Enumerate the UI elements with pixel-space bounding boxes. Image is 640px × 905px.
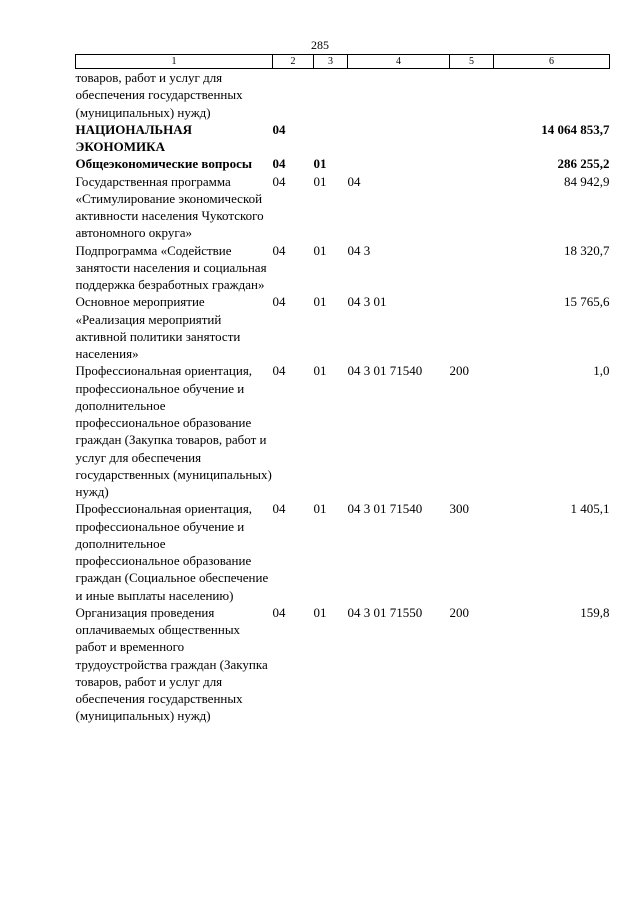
table-row: [76, 362, 610, 500]
row-section: 04: [272, 501, 286, 517]
table-row: [76, 242, 610, 294]
row-name: Профессиональная ориентация, профессиональное обучение и дополнительное профессиональное образование граждан (Социальное обеспечение и иные выплаты населению): [75, 501, 269, 603]
row-amount: 18 320,7: [564, 242, 610, 258]
row-type: [450, 173, 494, 242]
row-type: 200: [449, 363, 469, 379]
row-target: [348, 155, 450, 172]
row-subsection: [314, 121, 348, 156]
row-name: Подпрограмма «Содействие занятости населения и социальная поддержка безработных граждан»: [75, 242, 267, 292]
row-amount: 286 255,2: [557, 156, 610, 172]
row-type: 300: [449, 501, 469, 517]
header-cell-6: 6: [494, 55, 610, 69]
row-target: 04 3 01 71540: [347, 501, 423, 517]
row-type: [450, 293, 494, 362]
table-row: [76, 121, 610, 156]
row-target: 04 3 01 71540: [347, 363, 423, 379]
row-amount: [494, 69, 610, 121]
row-name: товаров, работ и услуг для обеспечения государственных (муниципальных) нужд): [75, 70, 243, 120]
row-target: 04 3 01: [347, 294, 387, 310]
row-name: Общеэкономические вопросы: [75, 156, 252, 172]
header-cell-4: 4: [348, 55, 450, 69]
row-name: Основное мероприятие «Реализация мероприятий активной политики занятости населения»: [75, 294, 241, 361]
row-subsection: 01: [313, 294, 327, 310]
row-amount: 15 765,6: [564, 294, 610, 310]
row-subsection: 01: [313, 173, 327, 189]
row-amount: 1,0: [593, 363, 610, 379]
row-type: [450, 155, 494, 172]
row-type: [450, 69, 494, 121]
row-name: НАЦИОНАЛЬНАЯ ЭКОНОМИКА: [75, 121, 193, 154]
row-section: 04: [272, 294, 286, 310]
row-amount: 84 942,9: [564, 173, 610, 189]
table-body: [76, 69, 610, 725]
row-target: [348, 69, 450, 121]
row-type: [450, 242, 494, 294]
row-subsection: 01: [313, 242, 327, 258]
row-section: 04: [272, 173, 286, 189]
row-type: 200: [449, 604, 469, 620]
table-header-row: [76, 55, 610, 69]
row-subsection: 01: [313, 604, 327, 620]
table-row: [76, 173, 610, 242]
row-name: Профессиональная ориентация, профессиональное обучение и дополнительное профессиональное образование граждан (Закупка товаров, работ и услуг для обеспечения государственных (муниципальных) нужд): [75, 363, 272, 499]
budget-table: [75, 54, 610, 725]
header-cell-1: 1: [76, 55, 273, 69]
table-row: [76, 500, 610, 604]
row-subsection: 01: [313, 501, 327, 517]
row-target: 04 3 01 71550: [347, 604, 423, 620]
row-amount: 159,8: [580, 604, 610, 620]
row-target: 04: [347, 173, 361, 189]
row-name: Организация проведения оплачиваемых общественных работ и временного трудоустройства граждан (Закупка товаров, работ и услуг для обеспечения государственных (муниципальных) нужд): [75, 604, 268, 724]
row-section: 04: [272, 156, 286, 172]
table-row: [76, 155, 610, 172]
row-subsection: 01: [313, 363, 327, 379]
page-number: 285: [311, 38, 329, 52]
row-section: 04: [272, 242, 286, 258]
row-target: [348, 121, 450, 156]
row-section: 04: [272, 121, 286, 137]
header-cell-2: 2: [273, 55, 314, 69]
row-type: [450, 121, 494, 156]
row-section: 04: [272, 363, 286, 379]
row-amount: 14 064 853,7: [541, 121, 610, 137]
row-section: [273, 69, 314, 121]
row-subsection: [314, 69, 348, 121]
row-amount: 1 405,1: [570, 501, 610, 517]
header-cell-3: 3: [314, 55, 348, 69]
row-subsection: 01: [313, 156, 327, 172]
table-row: [76, 604, 610, 725]
table-row: [76, 293, 610, 362]
row-name: Государственная программа «Стимулирование экономической активности населения Чукотского автономного округа»: [75, 173, 264, 241]
row-target: 04 3: [347, 242, 371, 258]
row-section: 04: [272, 604, 286, 620]
header-cell-5: 5: [450, 55, 494, 69]
table-row: [76, 69, 610, 121]
